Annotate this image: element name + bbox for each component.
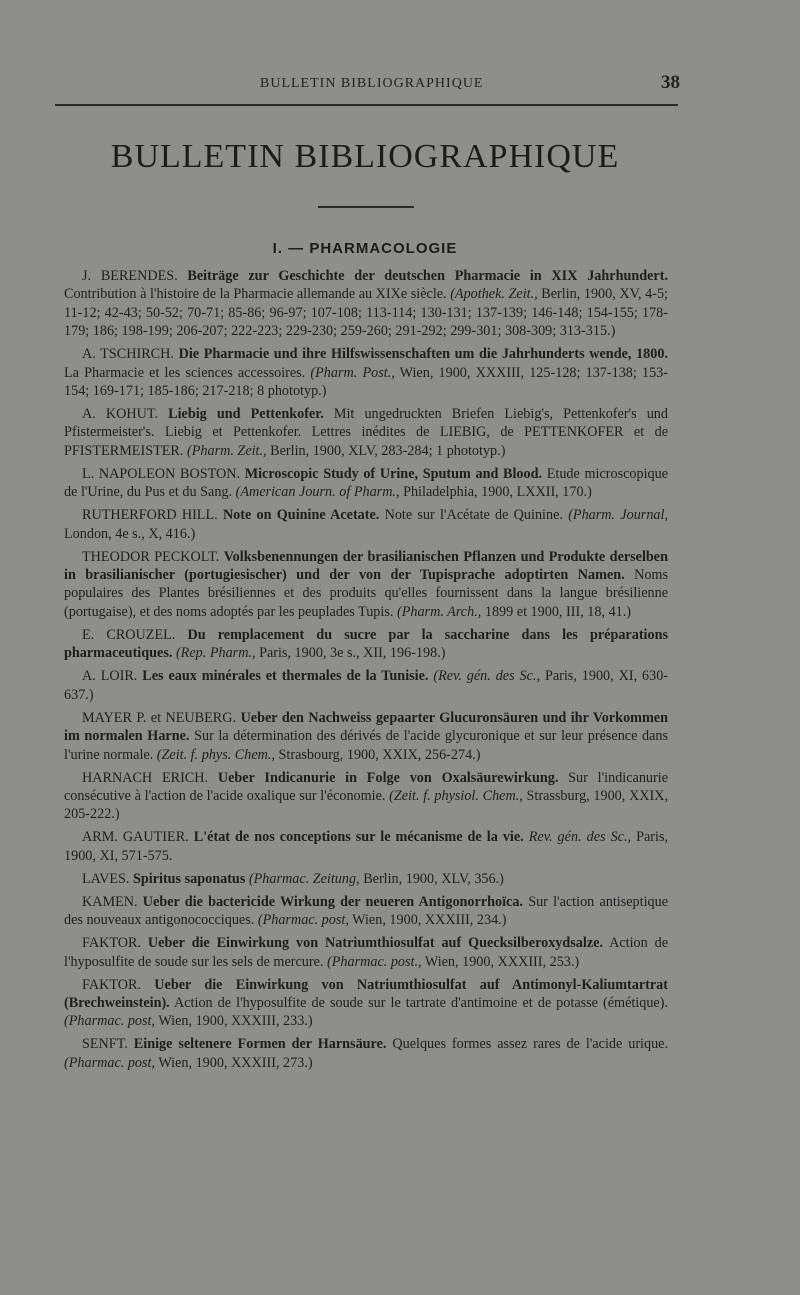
entry-author: J. BERENDES.	[82, 268, 178, 284]
bibliography-entry	[64, 893, 668, 930]
entry-source: (Pharm. Journal,	[568, 507, 669, 524]
page-number: 38	[661, 72, 680, 93]
entry-citation: Strasbourg, 1900, XXIX, 256-274.)	[278, 746, 481, 763]
running-title: BULLETIN BIBLIOGRAPHIQUE	[260, 76, 484, 91]
entry-source: (Pharmac. post,	[64, 1013, 156, 1030]
entry-author: E. CROUZEL.	[82, 626, 176, 643]
entry-author: RUTHERFORD HILL.	[82, 507, 218, 524]
entry-source: (Pharmac. post,	[257, 912, 349, 929]
entry-description: Action de l'hyposulfite de soude sur le tartrate d'antimoine et de potasse (émétique).	[174, 994, 668, 1011]
entry-title: Ueber die Einwirkung von Natriumthiosulfat auf Antimonyl-Kaliumtartrat (Brechweinstein).	[64, 976, 668, 1011]
entry-author: KAMEN.	[82, 893, 138, 910]
entry-citation: Berlin, 1900, XV, 4-5; 11-12; 42-43; 50-52; 70-71; 85-86; 96-97; 107-108; 113-114; 130-131; 137-139; 146-148; 154-155; 178-179; 186; 198-199; 206-207; 222-223; 229-230; 259-260; 291-292; 299-301; 308-309; 313-315.)	[64, 286, 668, 340]
entry-source: (Zeit. f. phys. Chem.,	[156, 746, 275, 763]
entry-title: Die Pharmacie und ihre Hilfswissenschaften um die Jahrhunderts wende, 1800.	[178, 346, 669, 363]
entry-title: Liebig und Pettenkofer.	[168, 406, 324, 423]
entry-title: Spiritus saponatus	[132, 870, 246, 887]
entry-citation: Berlin, 1900, XLV, 283-284; 1 phototyp.)	[270, 442, 506, 459]
entry-source: (Rep. Pharm.,	[175, 645, 256, 662]
entry-author: L. NAPOLEON BOSTON.	[82, 465, 241, 482]
entry-citation: Paris, 1900, XI, 571-575.	[64, 829, 669, 864]
entry-source: (Pharmac. Zeitung,	[248, 870, 360, 887]
entry-citation: Paris, 1900, XI, 630-637.)	[64, 668, 669, 703]
bibliography-entry	[64, 667, 668, 704]
entry-description: Noms populaires des Plantes brésiliennes et des produits qu'elles fournissent dans la langue brésilienne (portugaise), et des noms adoptés par les peuplades Tupis.	[64, 567, 668, 620]
entry-author: HARNACH ERICH.	[82, 769, 209, 786]
entry-author: LAVES.	[82, 870, 130, 887]
entry-title: Ueber die Einwirkung von Natriumthiosulfat auf Quecksilberoxydsalze.	[147, 935, 603, 952]
entry-description: Contribution à l'histoire de la Pharmacie allemande au XIXe siècle.	[64, 286, 447, 303]
bibliography-entry	[64, 626, 668, 663]
entry-title: Einige seltenere Formen der Harnsäure.	[133, 1036, 387, 1053]
entry-author: SENFT.	[82, 1036, 128, 1053]
entry-author: MAYER P. et NEUBERG.	[82, 709, 237, 726]
title-divider	[318, 206, 414, 208]
running-header	[55, 70, 678, 106]
section-heading: I. — PHARMACOLOGIE	[272, 240, 458, 257]
entry-author: A. TSCHIRCH.	[82, 346, 174, 363]
bibliography-entry	[64, 769, 668, 824]
entry-author: FAKTOR.	[82, 976, 141, 993]
entry-description: Mit ungedruckten Briefen Liebig's, Pettenkofer's und Pfistermeister's. Liebig et Pettenkofer. Lettres inédites de LIEBIG, de PETTENKOFER et de PFISTERMEISTER.	[64, 406, 668, 459]
bibliography-entry	[64, 345, 668, 400]
entry-title: Les eaux minérales et thermales de la Tunisie.	[142, 668, 429, 685]
page-title: BULLETIN BIBLIOGRAPHIQUE	[110, 138, 620, 175]
entry-source: (Pharm. Zeit.,	[186, 442, 267, 459]
entry-author: THEODOR PECKOLT.	[82, 548, 220, 565]
entry-title: Note on Quinine Acetate.	[222, 507, 380, 524]
entry-source: Rev. gén. des Sc.,	[528, 829, 632, 846]
bibliography-entry	[64, 1035, 668, 1072]
entry-source: (Rev. gén. des Sc.,	[433, 668, 541, 685]
entry-citation: London, 4e s., X, 416.)	[64, 525, 196, 542]
bibliography-list	[64, 267, 668, 1077]
entry-citation: Berlin, 1900, XLV, 356.)	[363, 870, 504, 887]
bibliography-entry	[64, 934, 668, 971]
entry-title: Microscopic Study of Urine, Sputum and Blood.	[244, 465, 543, 482]
bibliography-entry	[64, 267, 668, 341]
entry-title: Beiträge zur Geschichte der deutschen Pharmacie in XIX Jahrhundert.	[187, 268, 668, 284]
entry-author: FAKTOR.	[82, 935, 141, 952]
entry-citation: Philadelphia, 1900, LXXII, 170.)	[403, 484, 592, 501]
entry-description: Quelques formes assez rares de l'acide urique.	[392, 1036, 669, 1053]
entry-source: (Zeit. f. physiol. Chem.,	[389, 787, 523, 804]
entry-description: Sur la détermination des dérivés de l'acide glycuronique et sur leur présence dans l'urine normale.	[64, 728, 669, 763]
entry-author: A. LOIR.	[82, 668, 138, 685]
entry-description: Note sur l'Acétate de Quinine.	[384, 507, 563, 524]
bibliography-entry	[64, 405, 668, 460]
entry-citation: Paris, 1900, 3e s., XII, 196-198.)	[259, 645, 446, 662]
entry-description: Sur l'indicanurie consécutive à l'action de l'acide oxalique sur l'économie.	[64, 769, 668, 804]
entry-title: Ueber die bactericide Wirkung der neueren Antigonorrhoïca.	[142, 893, 523, 910]
entry-description: Action de l'hyposulfite de soude sur les sels de mercure.	[64, 935, 669, 970]
entry-citation: 1899 et 1900, III, 18, 41.)	[484, 603, 632, 620]
entry-title: L'état de nos conceptions sur le mécanisme de la vie.	[193, 829, 524, 846]
bibliography-entry	[64, 870, 668, 888]
entry-title: Du remplacement du sucre par la saccharine dans les préparations pharmaceutiques.	[64, 626, 668, 662]
bibliography-entry	[64, 465, 668, 502]
bibliography-entry	[64, 506, 668, 543]
entry-title: Ueber Indicanurie in Folge von Oxalsäurewirkung.	[217, 769, 559, 786]
entry-description: Etude microscopique de l'Urine, du Pus et du Sang.	[64, 465, 669, 501]
entry-citation: Wien, 1900, XXXIII, 234.)	[352, 912, 507, 929]
entry-source: (Pharmac. post.,	[327, 953, 422, 970]
entry-citation: Wien, 1900, XXXIII, 273.)	[158, 1054, 313, 1071]
entry-source: (Pharm. Post.,	[310, 364, 395, 381]
entry-citation: Wien, 1900, XXXIII, 125-128; 137-138; 153-154; 169-171; 185-186; 217-218; 8 phototyp.)	[64, 364, 668, 400]
entry-author: ARM. GAUTIER.	[82, 829, 189, 846]
entry-description: La Pharmacie et les sciences accessoires.	[64, 364, 306, 381]
entry-source: (American Journ. of Pharm.,	[235, 484, 400, 501]
entry-citation: Wien, 1900, XXXIII, 233.)	[158, 1013, 313, 1030]
entry-author: A. KOHUT.	[82, 406, 159, 423]
entry-source: (Pharmac. post,	[64, 1054, 156, 1071]
entry-source: (Apothek. Zeit.,	[450, 286, 538, 303]
bibliography-entry	[64, 548, 668, 622]
entry-description: Sur l'action antiseptique des nouveaux antigonococciques.	[64, 893, 669, 929]
bibliography-entry	[64, 828, 668, 865]
entry-citation: Strassburg, 1900, XXIX, 205-222.)	[64, 787, 669, 823]
entry-source: (Pharm. Arch.,	[396, 603, 482, 620]
entry-title: Volksbenennungen der brasilianischen Pflanzen und Produkte derselben in brasilianischer (portugiesischer) und der von der Tupisprache adoptirten Namen.	[64, 548, 668, 584]
bibliography-entry	[64, 976, 668, 1031]
entry-citation: Wien, 1900, XXXIII, 253.)	[424, 953, 580, 970]
bibliography-entry	[64, 709, 668, 764]
entry-title: Ueber den Nachweiss gepaarter Glucuronsäuren und ihr Vorkommen im normalen Harne.	[64, 709, 668, 745]
